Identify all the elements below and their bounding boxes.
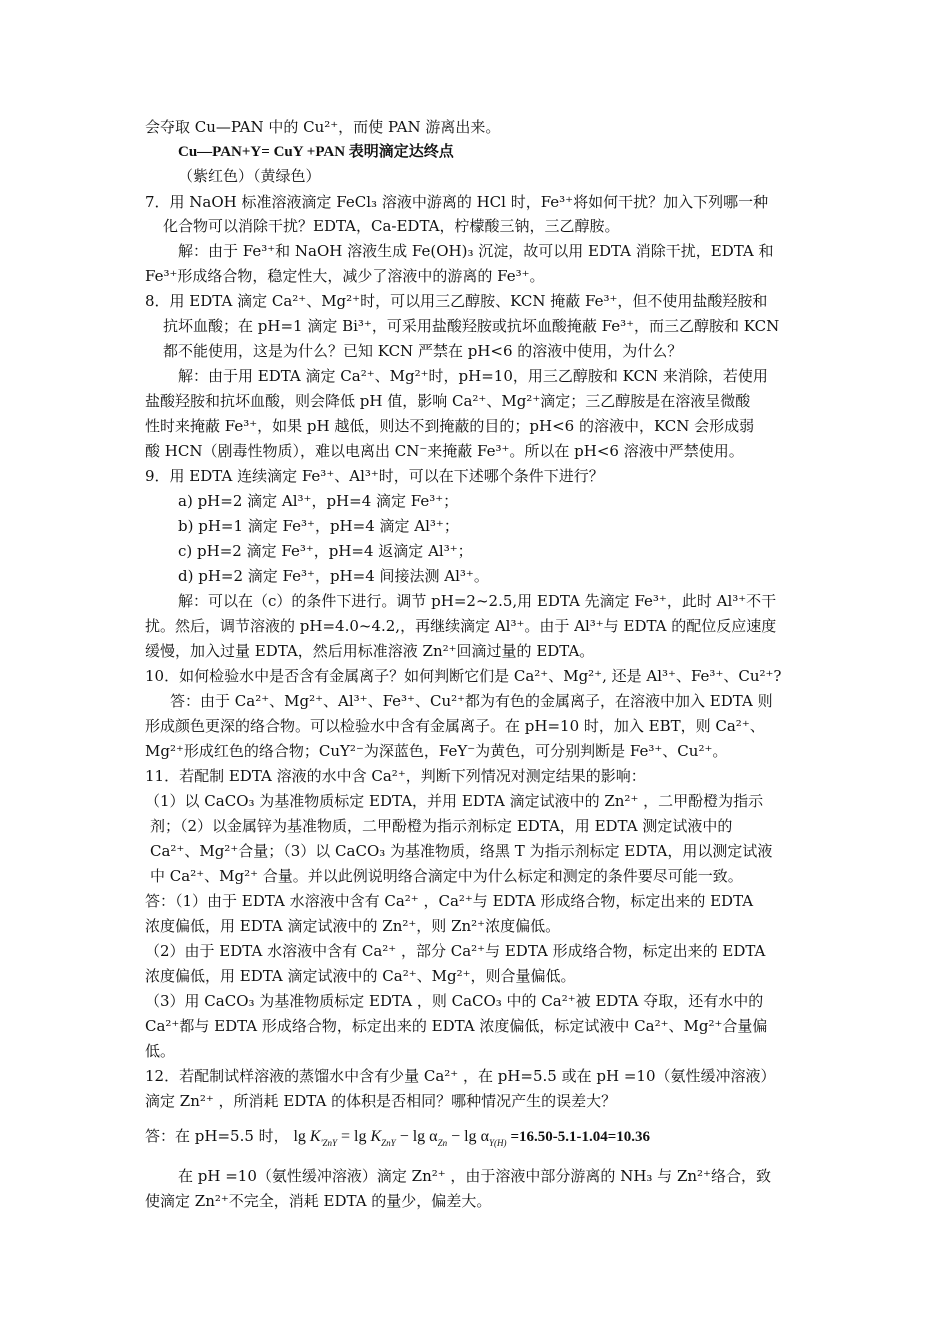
text-line: （1）以 CaCO₃ 为基准物质标定 EDTA，并用 EDTA 滴定试液中的 Zn²⁺ ，二甲酚橙为指示 [145,792,764,810]
text-line: 性时来掩蔽 Fe³⁺，如果 pH 越低，则达不到掩蔽的目的；pH<6 的溶液中，KCN 会形成弱 [145,417,755,435]
text-line: 11．若配制 EDTA 溶液的水中含 Ca²⁺，判断下列情况对测定结果的影响： [145,767,646,785]
text-line: （2）由于 EDTA 水溶液中含有 Ca²⁺ ，部分 Ca²⁺与 EDTA 形成络合物，标定出来的 EDTA [145,942,766,960]
text-line: 都不能使用，这是为什么？已知 KCN 严禁在 pH<6 的溶液中使用，为什么？ [163,342,683,360]
option-b: b) pH=1 滴定 Fe³⁺，pH=4 滴定 Al³⁺； [178,517,459,535]
text-line: 滴定 Zn²⁺ ，所消耗 EDTA 的体积是否相同？哪种情况产生的误差大？ [145,1092,617,1110]
text-line: 扰。然后，调节溶液的 pH=4.0~4.2,，再继续滴定 Al³⁺。由于 Al³⁺与 EDTA 的配位反应速度 [145,617,777,635]
text-line: 解：可以在（c）的条件下进行。调节 pH=2~2.5,用 EDTA 先滴定 Fe³⁺，此时 Al³⁺不干 [178,592,777,610]
text-line: 酸 HCN（剧毒性物质），难以电离出 CN⁻来掩蔽 Fe³⁺。所以在 pH<6 溶液中严禁使用。 [145,442,744,460]
formula-result: =16.50-5.1-1.04=10.36 [510,1129,651,1145]
text-line: 形成颜色更深的络合物。可以检验水中含有金属离子。在 pH=10 时，加入 EBT，则 Ca²⁺、 [145,717,765,735]
text-line: 抗坏血酸；在 pH=1 滴定 Bi³⁺，可采用盐酸羟胺或抗坏血酸掩蔽 Fe³⁺，而三乙醇胺和 KCN [163,317,780,335]
text-line: Ca²⁺、Mg²⁺合量；（3）以 CaCO₃ 为基准物质，络黑 T 为指示剂标定 EDTA，用以测定试液 [150,842,773,860]
text-line: 浓度偏低，用 EDTA 滴定试液中的 Zn²⁺，则 Zn²⁺浓度偏低。 [145,917,561,935]
text-line: 7．用 NaOH 标准溶液滴定 FeCl₃ 溶液中游离的 HCl 时，Fe³⁺将如何干扰？加入下列哪一种 [145,193,769,211]
text-line: 解：由于 Fe³⁺和 NaOH 溶液生成 Fe(OH)₃ 沉淀，故可以用 EDTA 消除干扰，EDTA 和 [178,242,774,260]
option-d: d) pH=2 滴定 Fe³⁺，pH=4 间接法测 Al³⁺。 [178,567,489,585]
text-line: 12．若配制试样溶液的蒸馏水中含有少量 Ca²⁺ ，在 pH=5.5 或在 pH =10（氨性缓冲溶液） [145,1067,776,1085]
text-line: 缓慢，加入过量 EDTA，然后用标准溶液 Zn²⁺回滴过量的 EDTA。 [145,642,595,660]
text-line: Ca²⁺都与 EDTA 形成络合物，标定出来的 EDTA 浓度偏低，标定试液中 Ca²⁺、Mg²⁺合量偏 [145,1017,768,1035]
text-line: 8．用 EDTA 滴定 Ca²⁺、Mg²⁺时，可以用三乙醇胺、KCN 掩蔽 Fe³⁺，但不使用盐酸羟胺和 [145,292,768,310]
text-line: 浓度偏低，用 EDTA 滴定试液中的 Ca²⁺、Mg²⁺，则合量偏低。 [145,967,576,985]
option-a: a) pH=2 滴定 Al³⁺，pH=4 滴定 Fe³⁺； [178,492,459,510]
text-line: 答：由于 Ca²⁺、Mg²⁺、Al³⁺、Fe³⁺、Cu²⁺都为有色的金属离子，在溶液中加入 EDTA 则 [170,692,773,710]
text-line: 会夺取 Cu—PAN 中的 Cu²⁺，而使 PAN 游离出来。 [145,118,501,136]
formula-line [145,1126,650,1148]
text-line: Cu—PAN+Y= CuY +PAN 表明滴定达终点 [178,144,454,160]
text-line: 剂；（2）以金属锌为基准物质，二甲酚橙为指示剂标定 EDTA，用 EDTA 测定试液中的 [150,817,733,835]
text-line: Mg²⁺形成红色的络合物；CuY²⁻为深蓝色，FeY⁻为黄色，可分别判断是 Fe³⁺、Cu²⁺。 [145,742,728,760]
text-line: 答：（1）由于 EDTA 水溶液中含有 Ca²⁺ ，Ca²⁺与 EDTA 形成络合物，标定出来的 EDTA [145,892,754,910]
text-line: （紫红色）（黄绿色） [178,167,321,185]
formula-prefix: 答：在 pH=5.5 时， [145,1127,289,1145]
option-c: c) pH=2 滴定 Fe³⁺，pH=4 返滴定 Al³⁺； [178,542,473,560]
text-line: 解：由于用 EDTA 滴定 Ca²⁺、Mg²⁺时，pH=10，用三乙醇胺和 KCN 来消除，若使用 [178,367,768,385]
text-line: 9．用 EDTA 连续滴定 Fe³⁺、Al³⁺时，可以在下述哪个条件下进行？ [145,467,604,485]
text-line: 低。 [145,1042,176,1060]
text-line: 使滴定 Zn²⁺不完全，消耗 EDTA 的量少，偏差大。 [145,1192,492,1210]
text-line: Fe³⁺形成络合物，稳定性大，减少了溶液中的游离的 Fe³⁺。 [145,267,545,285]
text-line: 盐酸羟胺和抗坏血酸，则会降低 pH 值，影响 Ca²⁺、Mg²⁺滴定；三乙醇胺是在溶液呈微酸 [145,392,751,410]
text-line: 化合物可以消除干扰？EDTA，Ca-EDTA，柠檬酸三钠，三乙醇胺。 [163,217,620,235]
log-k-formula: $\lg K_{'ZnY} = \lg K_{ZnY} - \lg \alpha_{Zn} - \lg \alpha_{Y(H)}$ [293,1128,507,1148]
text-line: （3）用 CaCO₃ 为基准物质标定 EDTA ，则 CaCO₃ 中的 Ca²⁺被 EDTA 夺取，还有水中的 [145,992,764,1010]
text-line: 10．如何检验水中是否含有金属离子？如何判断它们是 Ca²⁺、Mg²⁺, 还是 Al³⁺、Fe³⁺、Cu²⁺? [145,667,782,685]
text-line: 中 Ca²⁺、Mg²⁺ 合量。并以此例说明络合滴定中为什么标定和测定的条件要尽可能一致。 [150,867,743,885]
text-line: 在 pH =10（氨性缓冲溶液）滴定 Zn²⁺ ，由于溶液中部分游离的 NH₃ 与 Zn²⁺络合，致 [178,1167,771,1185]
